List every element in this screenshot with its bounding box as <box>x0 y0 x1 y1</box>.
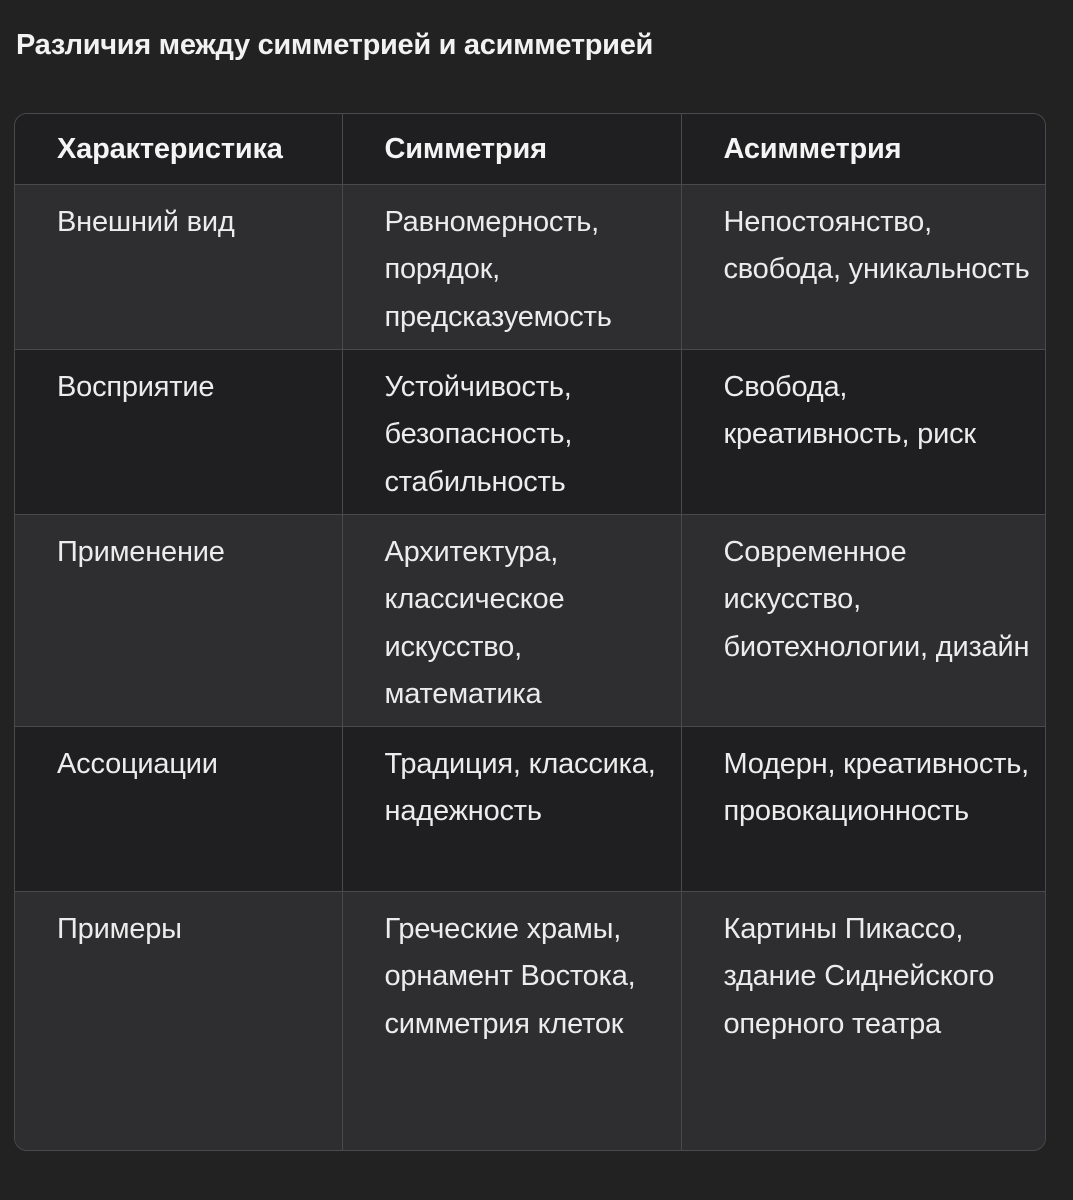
comparison-table <box>14 113 1046 1151</box>
cell-symmetry: Архитектура, классическое искусство, математика <box>342 514 681 726</box>
cell-characteristic: Применение <box>15 514 342 726</box>
table-row <box>15 891 1045 1150</box>
header-characteristic: Характеристика <box>15 114 342 184</box>
table-row <box>15 349 1045 514</box>
table-row <box>15 514 1045 726</box>
cell-symmetry: Равномерность, порядок, предсказуемость <box>342 184 681 349</box>
header-symmetry: Симметрия <box>342 114 681 184</box>
cell-symmetry: Традиция, классика, надежность <box>342 726 681 891</box>
cell-characteristic: Внешний вид <box>15 184 342 349</box>
cell-asymmetry: Непостоянство, свобода, уникальность <box>681 184 1045 349</box>
cell-asymmetry: Модерн, креативность, провокационность <box>681 726 1045 891</box>
table-row <box>15 726 1045 891</box>
cell-characteristic: Примеры <box>15 891 342 1150</box>
cell-characteristic: Восприятие <box>15 349 342 514</box>
page-title: Различия между симметрией и асимметрией <box>16 29 654 61</box>
table-row <box>15 184 1045 349</box>
header-asymmetry: Асимметрия <box>681 114 1045 184</box>
cell-characteristic: Ассоциации <box>15 726 342 891</box>
cell-asymmetry: Современное искусство, биотехнологии, дизайн <box>681 514 1045 726</box>
cell-symmetry: Греческие храмы, орнамент Востока, симметрия клеток <box>342 891 681 1150</box>
cell-asymmetry: Свобода, креативность, риск <box>681 349 1045 514</box>
table-header-row <box>15 114 1045 184</box>
cell-symmetry: Устойчивость, безопасность, стабильность <box>342 349 681 514</box>
cell-asymmetry: Картины Пикассо, здание Сиднейского оперного театра <box>681 891 1045 1150</box>
